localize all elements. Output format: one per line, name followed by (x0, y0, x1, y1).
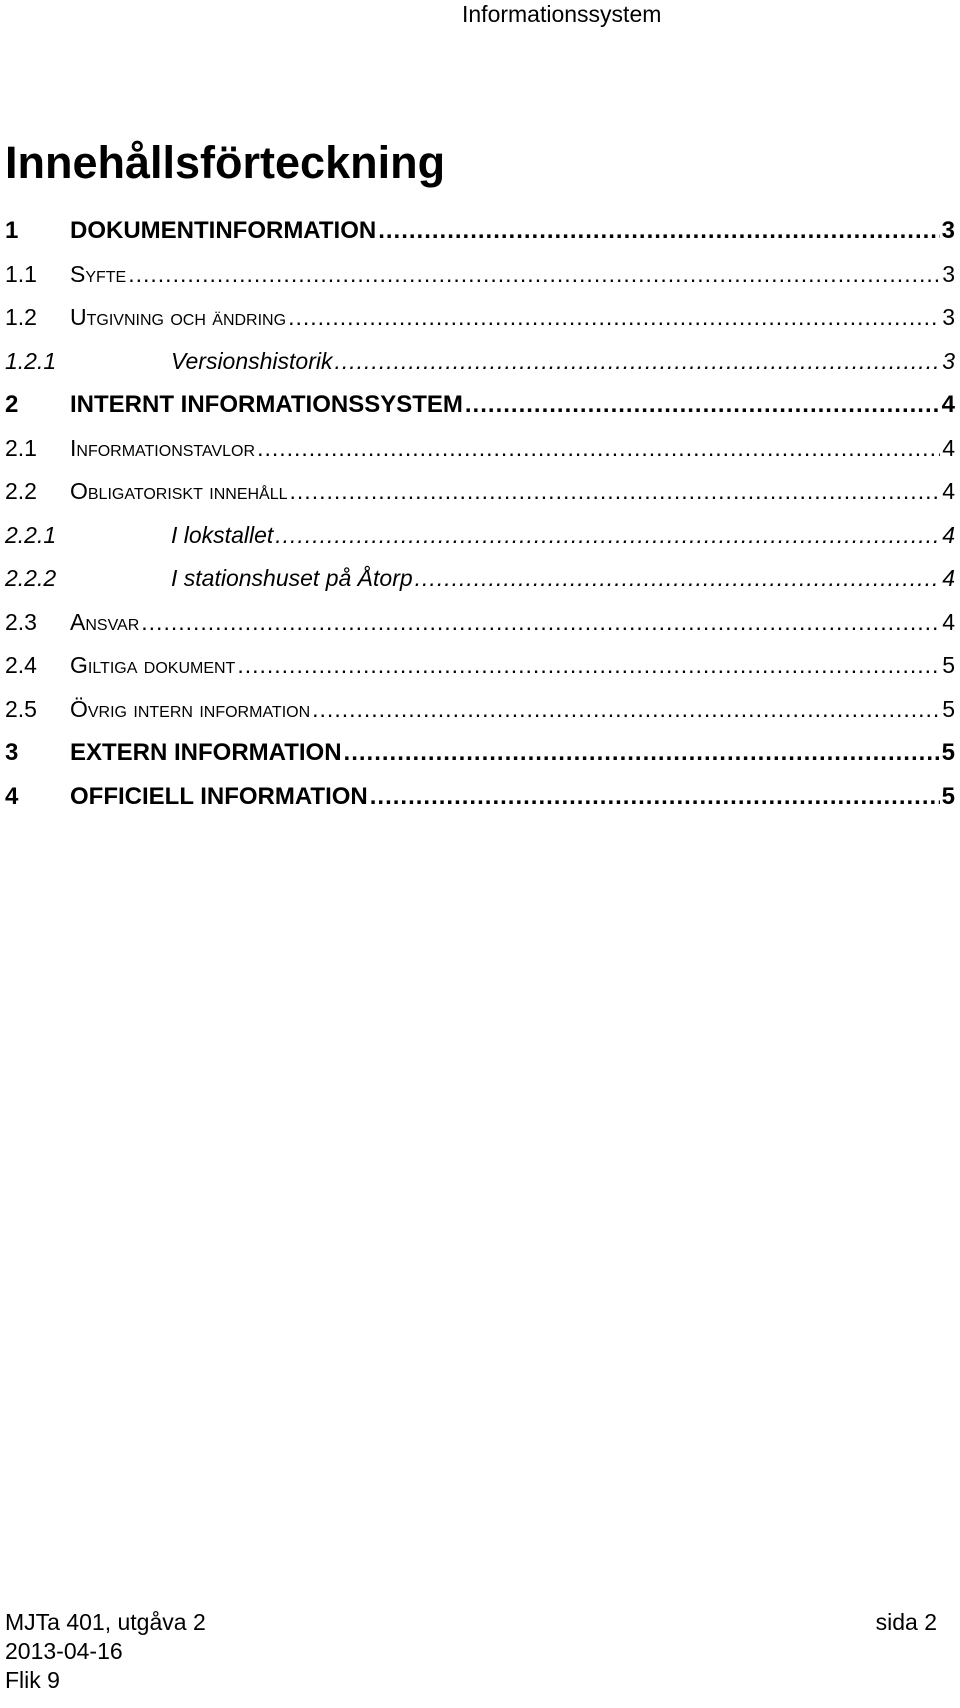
toc-entry-number: 1.1 (5, 260, 37, 287)
toc-entry-number: 2.2 (5, 478, 37, 504)
toc-entry[interactable] (5, 261, 955, 305)
table-of-contents (5, 217, 955, 826)
toc-entry[interactable] (5, 435, 955, 479)
toc-entry-number: 1.2 (5, 304, 37, 330)
dot-leader (334, 348, 940, 375)
dot-leader (378, 217, 939, 245)
toc-entry[interactable] (5, 783, 955, 827)
toc-entry-title: Utgivning och ändring (70, 304, 287, 330)
toc-entry[interactable] (5, 391, 955, 435)
toc-entry-title: Giltiga dokument (70, 652, 236, 678)
toc-entry[interactable] (5, 739, 955, 783)
toc-entry-number: 2.2.2 (5, 565, 57, 591)
toc-entry[interactable] (5, 522, 955, 566)
dot-leader (415, 565, 941, 592)
toc-entry-title: INTERNT INFORMATIONSSYSTEM (70, 391, 463, 418)
toc-entry-number: 2 (5, 391, 19, 418)
toc-entry-title: Övrig intern information (70, 695, 311, 722)
toc-entry[interactable] (5, 217, 955, 261)
toc-entry-number: 3 (5, 739, 19, 766)
toc-entry-page: 4 (942, 478, 955, 504)
toc-entry-number: 2.1 (5, 434, 37, 461)
dot-leader (290, 478, 941, 505)
toc-entry-number: 1.2.1 (5, 347, 57, 374)
toc-entry-number: 2.5 (5, 695, 37, 722)
toc-entry-title: DOKUMENTINFORMATION (70, 217, 377, 244)
footer-info (5, 1608, 206, 1695)
toc-entry-page: 3 (941, 217, 955, 244)
toc-entry-title: Syfte (70, 260, 127, 287)
toc-entry-title: I lokstallet (171, 521, 274, 548)
toc-entry-page: 4 (942, 434, 955, 461)
toc-entry[interactable] (5, 652, 955, 696)
dot-leader (344, 739, 940, 767)
toc-entry-page: 5 (941, 739, 955, 766)
toc-entry-page: 4 (942, 521, 955, 548)
dot-leader (237, 652, 940, 679)
toc-entry-page: 5 (941, 782, 955, 810)
toc-entry-number: 4 (5, 782, 19, 810)
toc-entry-page: 4 (941, 391, 955, 418)
toc-entry[interactable] (5, 304, 955, 348)
toc-entry[interactable] (5, 609, 955, 653)
toc-entry[interactable] (5, 478, 955, 522)
dot-leader (288, 304, 940, 331)
toc-entry-title: Informationstavlor (70, 434, 256, 461)
dot-leader (141, 609, 940, 636)
dot-leader (370, 783, 940, 811)
dot-leader (275, 522, 940, 549)
toc-entry-number: 2.4 (5, 652, 37, 678)
toc-entry-page: 5 (942, 695, 955, 722)
toc-heading: Innehållsförteckning (5, 137, 446, 188)
footer-date: 2013-04-16 (5, 1638, 123, 1664)
toc-entry[interactable] (5, 565, 955, 609)
toc-entry-title: Obligatoriskt innehåll (70, 478, 288, 504)
dot-leader (465, 391, 940, 419)
toc-entry-number: 1 (5, 217, 19, 244)
dot-leader (312, 696, 940, 723)
toc-entry[interactable] (5, 348, 955, 392)
toc-entry-title: EXTERN INFORMATION (70, 739, 342, 766)
toc-entry-number: 2.3 (5, 608, 37, 635)
toc-entry-page: 3 (942, 304, 955, 330)
toc-entry-page: 5 (942, 652, 955, 678)
footer-doc-id: MJTa 401, utgåva 2 (5, 1609, 206, 1635)
dot-leader (128, 261, 940, 288)
toc-entry-title: Versionshistorik (171, 347, 333, 374)
toc-entry-page: 3 (942, 347, 955, 374)
toc-entry-number: 2.2.1 (5, 521, 57, 548)
toc-entry-title: Ansvar (70, 608, 140, 635)
running-header-title: Informationssystem (462, 1, 662, 27)
toc-entry-page: 4 (942, 608, 955, 635)
dot-leader (257, 435, 940, 462)
toc-entry[interactable] (5, 696, 955, 740)
toc-entry-title: OFFICIELL INFORMATION (70, 782, 368, 810)
footer-tab: Flik 9 (5, 1667, 60, 1693)
toc-entry-page: 3 (942, 260, 955, 287)
toc-entry-title: I stationshuset på Åtorp (171, 565, 413, 591)
toc-entry-page: 4 (942, 565, 955, 591)
footer-page-number: sida 2 (875, 1609, 937, 1635)
